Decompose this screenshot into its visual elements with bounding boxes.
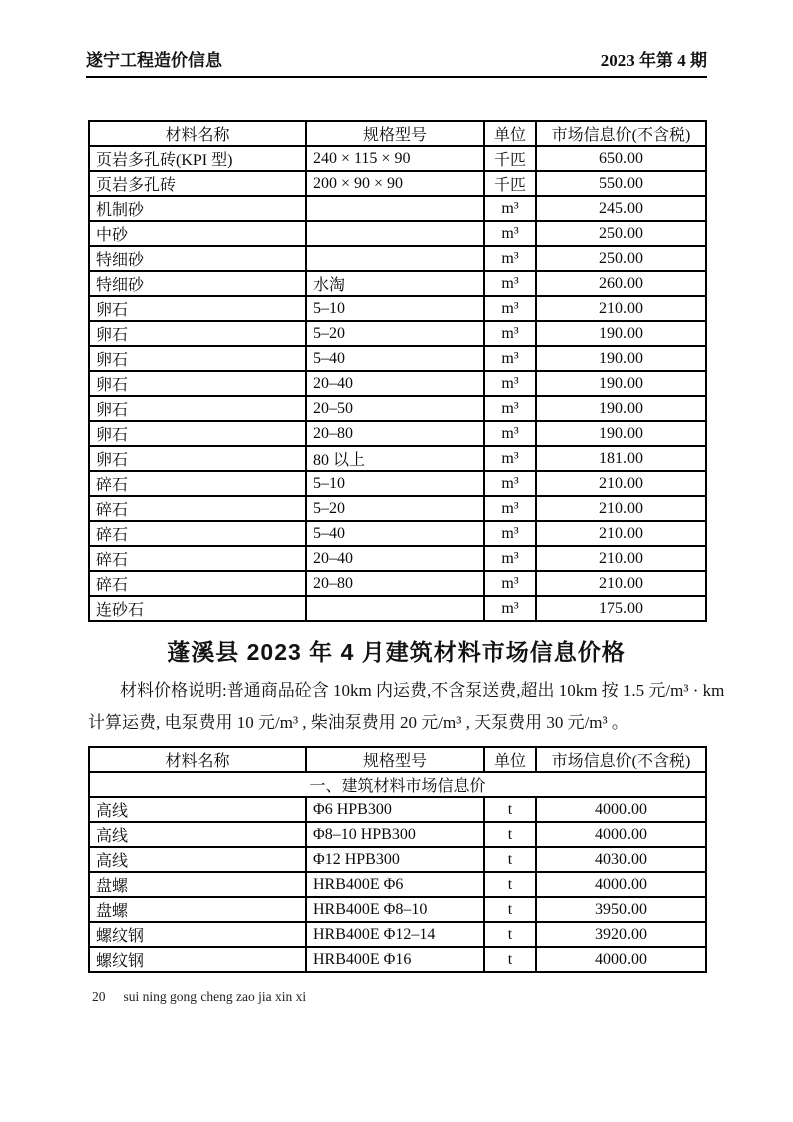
material-price-table-2 <box>88 746 707 973</box>
table-cell: m³ <box>484 421 536 446</box>
table-cell: 卵石 <box>89 296 306 321</box>
table-cell: 水淘 <box>306 271 484 296</box>
table-1-body <box>89 146 706 621</box>
table-cell: 卵石 <box>89 346 306 371</box>
table-cell: 高线 <box>89 797 306 822</box>
table-cell: 20–50 <box>306 396 484 421</box>
table-cell: 210.00 <box>536 296 706 321</box>
table-cell: 250.00 <box>536 246 706 271</box>
table-row <box>89 947 706 972</box>
page-header <box>86 0 707 78</box>
table-row <box>89 246 706 271</box>
table-1-header <box>89 121 706 146</box>
table-cell: m³ <box>484 271 536 296</box>
table-section-row <box>89 772 706 797</box>
table-cell: t <box>484 897 536 922</box>
table-row <box>89 897 706 922</box>
price-note-line-2: 计算运费, 电泵费用 10 元/m³ , 柴油泵费用 20 元/m³ , 天泵费用 30 元/m³ 。 <box>88 713 629 732</box>
col-header-unit: 单位 <box>484 747 536 772</box>
table-cell: 245.00 <box>536 196 706 221</box>
table-2-body <box>89 797 706 972</box>
table-cell: m³ <box>484 346 536 371</box>
table-cell: 5–10 <box>306 296 484 321</box>
issue-label: 2023 年第 4 期 <box>600 51 707 70</box>
table-cell: 连砂石 <box>89 596 306 621</box>
table-cell: 碎石 <box>89 571 306 596</box>
table-cell: 20–40 <box>306 546 484 571</box>
table-cell: 千匹 <box>484 146 536 171</box>
table-cell: 200 × 90 × 90 <box>306 171 484 196</box>
table-cell: 5–20 <box>306 496 484 521</box>
table-row <box>89 171 706 196</box>
table-cell: 螺纹钢 <box>89 922 306 947</box>
table-cell: 页岩多孔砖 <box>89 171 306 196</box>
table-cell: 4000.00 <box>536 947 706 972</box>
table-row <box>89 521 706 546</box>
table-cell: 螺纹钢 <box>89 947 306 972</box>
table-cell: m³ <box>484 321 536 346</box>
table-cell: 210.00 <box>536 546 706 571</box>
table-row <box>89 396 706 421</box>
table-cell: 190.00 <box>536 371 706 396</box>
table-cell: 20–80 <box>306 421 484 446</box>
table-row <box>89 196 706 221</box>
table-cell: t <box>484 947 536 972</box>
table-cell: m³ <box>484 471 536 496</box>
table-row <box>89 822 706 847</box>
table-cell: Φ6 HPB300 <box>306 797 484 822</box>
table-cell: 碎石 <box>89 546 306 571</box>
table-cell: 5–40 <box>306 346 484 371</box>
table-row <box>89 271 706 296</box>
table-cell: 210.00 <box>536 571 706 596</box>
material-price-table-1 <box>88 120 707 622</box>
table-row <box>89 421 706 446</box>
table-row <box>89 346 706 371</box>
table-cell: 高线 <box>89 847 306 872</box>
table-cell: m³ <box>484 371 536 396</box>
page-footer <box>92 989 793 1005</box>
table-section-label: 一、建筑材料市场信息价 <box>89 772 706 797</box>
table-cell: 190.00 <box>536 396 706 421</box>
table-cell: 4030.00 <box>536 847 706 872</box>
table-cell: t <box>484 922 536 947</box>
table-cell: 20–40 <box>306 371 484 396</box>
table-row <box>89 596 706 621</box>
col-header-market-price: 市场信息价(不含税) <box>536 747 706 772</box>
table-cell: m³ <box>484 521 536 546</box>
price-note-line-1: 材料价格说明:普通商品砼含 10km 内运费,不含泵送费,超出 10km 按 1.5 元/m³ · km <box>120 681 725 700</box>
table-cell: m³ <box>484 496 536 521</box>
table-cell: m³ <box>484 396 536 421</box>
table-cell: 181.00 <box>536 446 706 471</box>
table-cell: 260.00 <box>536 271 706 296</box>
table-cell: Φ8–10 HPB300 <box>306 822 484 847</box>
table-cell: 210.00 <box>536 471 706 496</box>
table-cell: 卵石 <box>89 421 306 446</box>
table-row <box>89 296 706 321</box>
table-header-row <box>89 121 706 146</box>
table-cell: 卵石 <box>89 446 306 471</box>
table-cell: m³ <box>484 196 536 221</box>
table-row <box>89 797 706 822</box>
table-cell: 550.00 <box>536 171 706 196</box>
table-row <box>89 321 706 346</box>
table-cell: 250.00 <box>536 221 706 246</box>
section-title: 蓬溪县 2023 年 4 月建筑材料市场信息价格 <box>167 639 626 665</box>
col-header-market-price: 市场信息价(不含税) <box>536 121 706 146</box>
table-cell: HRB400E Φ6 <box>306 872 484 897</box>
table-cell <box>306 596 484 621</box>
table-cell <box>306 196 484 221</box>
table-cell: t <box>484 872 536 897</box>
table-header-row <box>89 747 706 772</box>
table-cell: 盘螺 <box>89 897 306 922</box>
table-cell: t <box>484 797 536 822</box>
table-cell: 210.00 <box>536 496 706 521</box>
table-cell: 页岩多孔砖(KPI 型) <box>89 146 306 171</box>
col-header-material-name: 材料名称 <box>89 747 306 772</box>
table-cell: 中砂 <box>89 221 306 246</box>
table-cell: 机制砂 <box>89 196 306 221</box>
table-cell: 碎石 <box>89 521 306 546</box>
table-cell: 210.00 <box>536 521 706 546</box>
table-cell: HRB400E Φ8–10 <box>306 897 484 922</box>
table-cell: 5–20 <box>306 321 484 346</box>
table-cell: m³ <box>484 571 536 596</box>
table-cell: 190.00 <box>536 421 706 446</box>
col-header-material-name: 材料名称 <box>89 121 306 146</box>
table-cell: 3950.00 <box>536 897 706 922</box>
table-cell: 千匹 <box>484 171 536 196</box>
table-cell: 5–10 <box>306 471 484 496</box>
table-cell: Φ12 HPB300 <box>306 847 484 872</box>
table-row <box>89 471 706 496</box>
table-cell: m³ <box>484 296 536 321</box>
table-cell: m³ <box>484 246 536 271</box>
table-row <box>89 571 706 596</box>
table-cell: 20–80 <box>306 571 484 596</box>
table-cell: 190.00 <box>536 346 706 371</box>
table-cell: 3920.00 <box>536 922 706 947</box>
table-cell: 卵石 <box>89 396 306 421</box>
table-row <box>89 146 706 171</box>
table-row <box>89 371 706 396</box>
page-number: 20 <box>92 989 106 1004</box>
table-cell: m³ <box>484 596 536 621</box>
col-header-unit: 单位 <box>484 121 536 146</box>
table-row <box>89 847 706 872</box>
table-cell: 碎石 <box>89 496 306 521</box>
table-cell: m³ <box>484 546 536 571</box>
table-cell: 80 以上 <box>306 446 484 471</box>
footer-pinyin-text: sui ning gong cheng zao jia xin xi <box>123 989 307 1004</box>
table-cell: HRB400E Φ12–14 <box>306 922 484 947</box>
table-cell: 高线 <box>89 822 306 847</box>
journal-title: 遂宁工程造价信息 <box>86 51 222 70</box>
table-cell <box>306 221 484 246</box>
table-row <box>89 221 706 246</box>
table-row <box>89 446 706 471</box>
table-cell: 4000.00 <box>536 822 706 847</box>
table-cell: 5–40 <box>306 521 484 546</box>
table-row <box>89 922 706 947</box>
price-note <box>88 675 725 739</box>
table-cell: 175.00 <box>536 596 706 621</box>
table-cell: 碎石 <box>89 471 306 496</box>
table-cell: 240 × 115 × 90 <box>306 146 484 171</box>
table-cell: m³ <box>484 446 536 471</box>
table-row <box>89 546 706 571</box>
table-cell: 特细砂 <box>89 271 306 296</box>
col-header-spec-model: 规格型号 <box>306 121 484 146</box>
table-cell: 650.00 <box>536 146 706 171</box>
table-2-header <box>89 747 706 797</box>
table-cell: m³ <box>484 221 536 246</box>
table-row <box>89 496 706 521</box>
col-header-spec-model: 规格型号 <box>306 747 484 772</box>
table-cell: 4000.00 <box>536 872 706 897</box>
page-content <box>88 120 725 973</box>
table-cell: t <box>484 847 536 872</box>
table-cell: 特细砂 <box>89 246 306 271</box>
table-cell: 卵石 <box>89 321 306 346</box>
table-cell: t <box>484 822 536 847</box>
table-cell: 盘螺 <box>89 872 306 897</box>
table-cell: HRB400E Φ16 <box>306 947 484 972</box>
table-row <box>89 872 706 897</box>
table-cell: 卵石 <box>89 371 306 396</box>
table-cell: 4000.00 <box>536 797 706 822</box>
table-cell <box>306 246 484 271</box>
table-cell: 190.00 <box>536 321 706 346</box>
